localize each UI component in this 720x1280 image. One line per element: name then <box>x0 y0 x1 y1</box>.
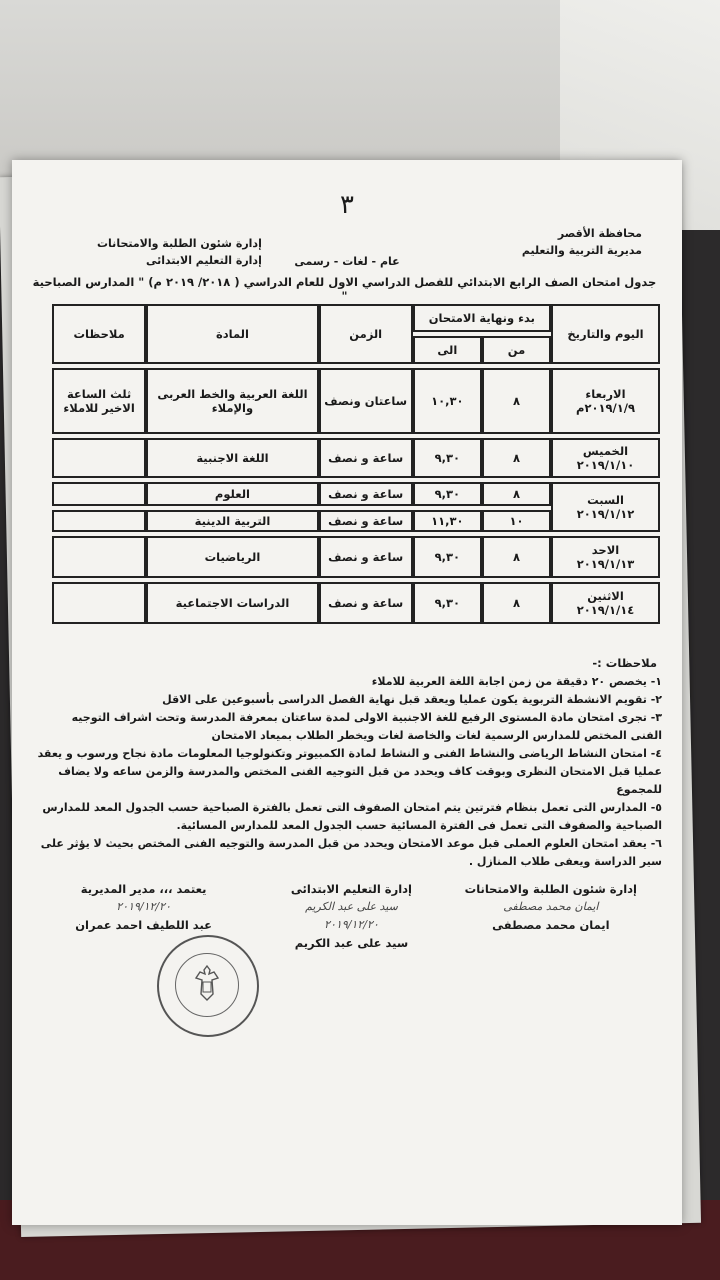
school-type-line: عام - لغات - رسمى <box>294 255 400 268</box>
day-date-cell <box>551 482 660 532</box>
duration-cell: ساعة و نصف <box>319 536 413 578</box>
signature-primary-admin <box>291 880 412 952</box>
handwritten-signature: ٢٠١٩/١٢/٢٠ <box>116 900 171 913</box>
signature-title: إدارة شئون الطلبة والامتحانات <box>464 882 637 896</box>
schedule-title: جدول امتحان الصف الرابع الابتدائي للفصل الدراسي الاول للعام الدراسي ( ٢٠١٨/ ٢٠١٩ م) " المدارس الصباحية " <box>32 275 657 303</box>
signatory-name: عبد اللطيف احمد عمران <box>75 918 212 932</box>
date-label: ٢٠١٩/١/٩م <box>576 401 635 415</box>
to-cell: ١١,٣٠ <box>413 510 482 532</box>
to-cell: ١٠,٣٠ <box>413 368 482 434</box>
note-item: ٢- تقويم الانشطة التربوية يكون عمليا ويعقد قبل نهاية الفصل الدراسى بأسبوعين على الاقل <box>162 693 662 706</box>
day-label: الخميس <box>582 444 629 458</box>
day-label: الاحد <box>591 543 620 557</box>
note-cell <box>52 510 146 532</box>
day-date-cell <box>551 536 660 578</box>
col-subject: المادة <box>146 304 318 364</box>
col-start-end: بدء ونهاية الامتحان <box>413 304 551 332</box>
day-date-cell <box>551 368 660 434</box>
governorate-label: محافظة الأقصر <box>557 227 642 240</box>
note-cell <box>52 438 146 478</box>
primary-admin-label: إدارة التعليم الابتدائى <box>146 254 262 267</box>
from-cell: ٨ <box>482 368 551 434</box>
duration-cell: ساعة و نصف <box>319 510 413 532</box>
note-item: ٦- يعقد امتحان العلوم العملى قبل موعد الامتحان ويحدد من قبل المدرسة والتوجيه الفنى المختص بحيث لا يؤثر على سير الدراسة ويعفى طلاب المنازل . <box>40 837 662 868</box>
duration-cell: ساعتان ونصف <box>319 368 413 434</box>
signatory-name: سيد على عبد الكريم <box>294 936 409 950</box>
duration-cell: ساعة و نصف <box>319 482 413 506</box>
note-cell <box>52 582 146 624</box>
seal-inner-ring <box>175 953 239 1017</box>
eagle-emblem-icon <box>194 964 220 1004</box>
page-number: ٣ <box>340 190 354 220</box>
subject-cell: الدراسات الاجتماعية <box>146 582 318 624</box>
day-label: السبت <box>587 493 624 507</box>
date-label: ٢٠١٩/١/١٤ <box>576 603 635 617</box>
col-duration: الزمن <box>319 304 413 364</box>
from-cell: ٨ <box>482 482 551 506</box>
header-right <box>522 225 642 259</box>
table-row <box>52 482 660 506</box>
to-cell: ٩,٣٠ <box>413 482 482 506</box>
subject-cell: التربية الدينية <box>146 510 318 532</box>
subject-cell: اللغة العربية والخط العربى والإملاء <box>146 368 318 434</box>
table-row <box>52 368 660 434</box>
duration-cell: ساعة و نصف <box>319 438 413 478</box>
note-item: ٣- تجرى امتحان مادة المستوى الرفيع للغة الاجنبية الاولى لمدة ساعتان بمعرفة المدرسة وتحت اشراف التوجيه الفنى المختص للمدارس الرسمية لغات والخاصة لغات ويخطر الطلاب بميعاد الامتحان <box>71 711 662 742</box>
subject-cell: اللغة الاجنبية <box>146 438 318 478</box>
to-cell: ٩,٣٠ <box>413 582 482 624</box>
subject-cell: الرياضيات <box>146 536 318 578</box>
table-row <box>52 536 660 578</box>
exams-admin-label: إدارة شئون الطلبة والامتحانات <box>97 237 262 250</box>
day-date-cell <box>551 582 660 624</box>
from-cell: ٨ <box>482 582 551 624</box>
handwritten-signature: ايمان محمد مصطفى <box>503 900 599 913</box>
col-to: الى <box>413 336 482 364</box>
signature-date: ٢٠١٩/١٢/٢٠ <box>324 918 379 931</box>
note-cell: ثلث الساعة الاخير للاملاء <box>52 368 146 434</box>
table-row <box>52 582 660 624</box>
day-date-cell <box>551 438 660 478</box>
document-page <box>12 160 682 1225</box>
col-from: من <box>482 336 551 364</box>
table-row <box>52 438 660 478</box>
from-cell: ٨ <box>482 438 551 478</box>
notes-list <box>37 673 662 871</box>
directorate-label: مديرية التربية والتعليم <box>521 244 642 257</box>
note-cell <box>52 482 146 506</box>
from-cell: ٨ <box>482 536 551 578</box>
date-label: ٢٠١٩/١/١٠ <box>576 458 635 472</box>
handwritten-signature: سيد على عبد الكريم <box>305 900 398 913</box>
to-cell: ٩,٣٠ <box>413 438 482 478</box>
notes-heading: ملاحظات :- <box>592 656 657 670</box>
duration-cell: ساعة و نصف <box>319 582 413 624</box>
note-item: ٤- امتحان النشاط الرياضى والنشاط الفنى و النشاط لمادة الكمبيوتر وتكنولوجيا المعلومات مادة نجاح ورسوب و يعقد عمليا قبل الامتحان النظرى وبوقت كاف ويحدد من قبل التوجيه الفنى المختص والمدرسة والزمن ساعه ولا يضاف للمجموع <box>37 747 662 796</box>
note-item: ٥- المدارس التى تعمل بنظام فترتين يتم امتحان الصفوف التى تعمل بالفترة الصباحية حسب الجدول المعد للمدارس الصباحية والصفوف التى تعمل فى الفترة المسائية حسب الجدول المعد للمدارس المسائية. <box>42 801 662 832</box>
note-item: ١- يخصص ٢٠ دقيقة من زمن اجابة اللغة العربية للاملاء <box>371 675 662 688</box>
to-cell: ٩,٣٠ <box>413 536 482 578</box>
col-notes: ملاحظات <box>52 304 146 364</box>
official-seal-stamp <box>157 935 259 1037</box>
signature-title: يعتمد ،،، مدير المديرية <box>80 882 207 896</box>
exam-schedule-table <box>52 300 660 628</box>
signature-exams-admin <box>465 880 637 934</box>
signature-title: إدارة التعليم الابتدائى <box>290 882 412 896</box>
day-label: الاثنين <box>587 589 624 603</box>
note-cell <box>52 536 146 578</box>
col-day-date: اليوم والتاريخ <box>551 304 660 364</box>
from-cell: ١٠ <box>482 510 551 532</box>
subject-cell: العلوم <box>146 482 318 506</box>
date-label: ٢٠١٩/١/١٣ <box>576 557 635 571</box>
day-label: الاربعاء <box>585 387 626 401</box>
signatory-name: ايمان محمد مصطفى <box>492 918 610 932</box>
signature-director <box>75 880 212 934</box>
date-label: ٢٠١٩/١/١٢ <box>576 507 635 521</box>
